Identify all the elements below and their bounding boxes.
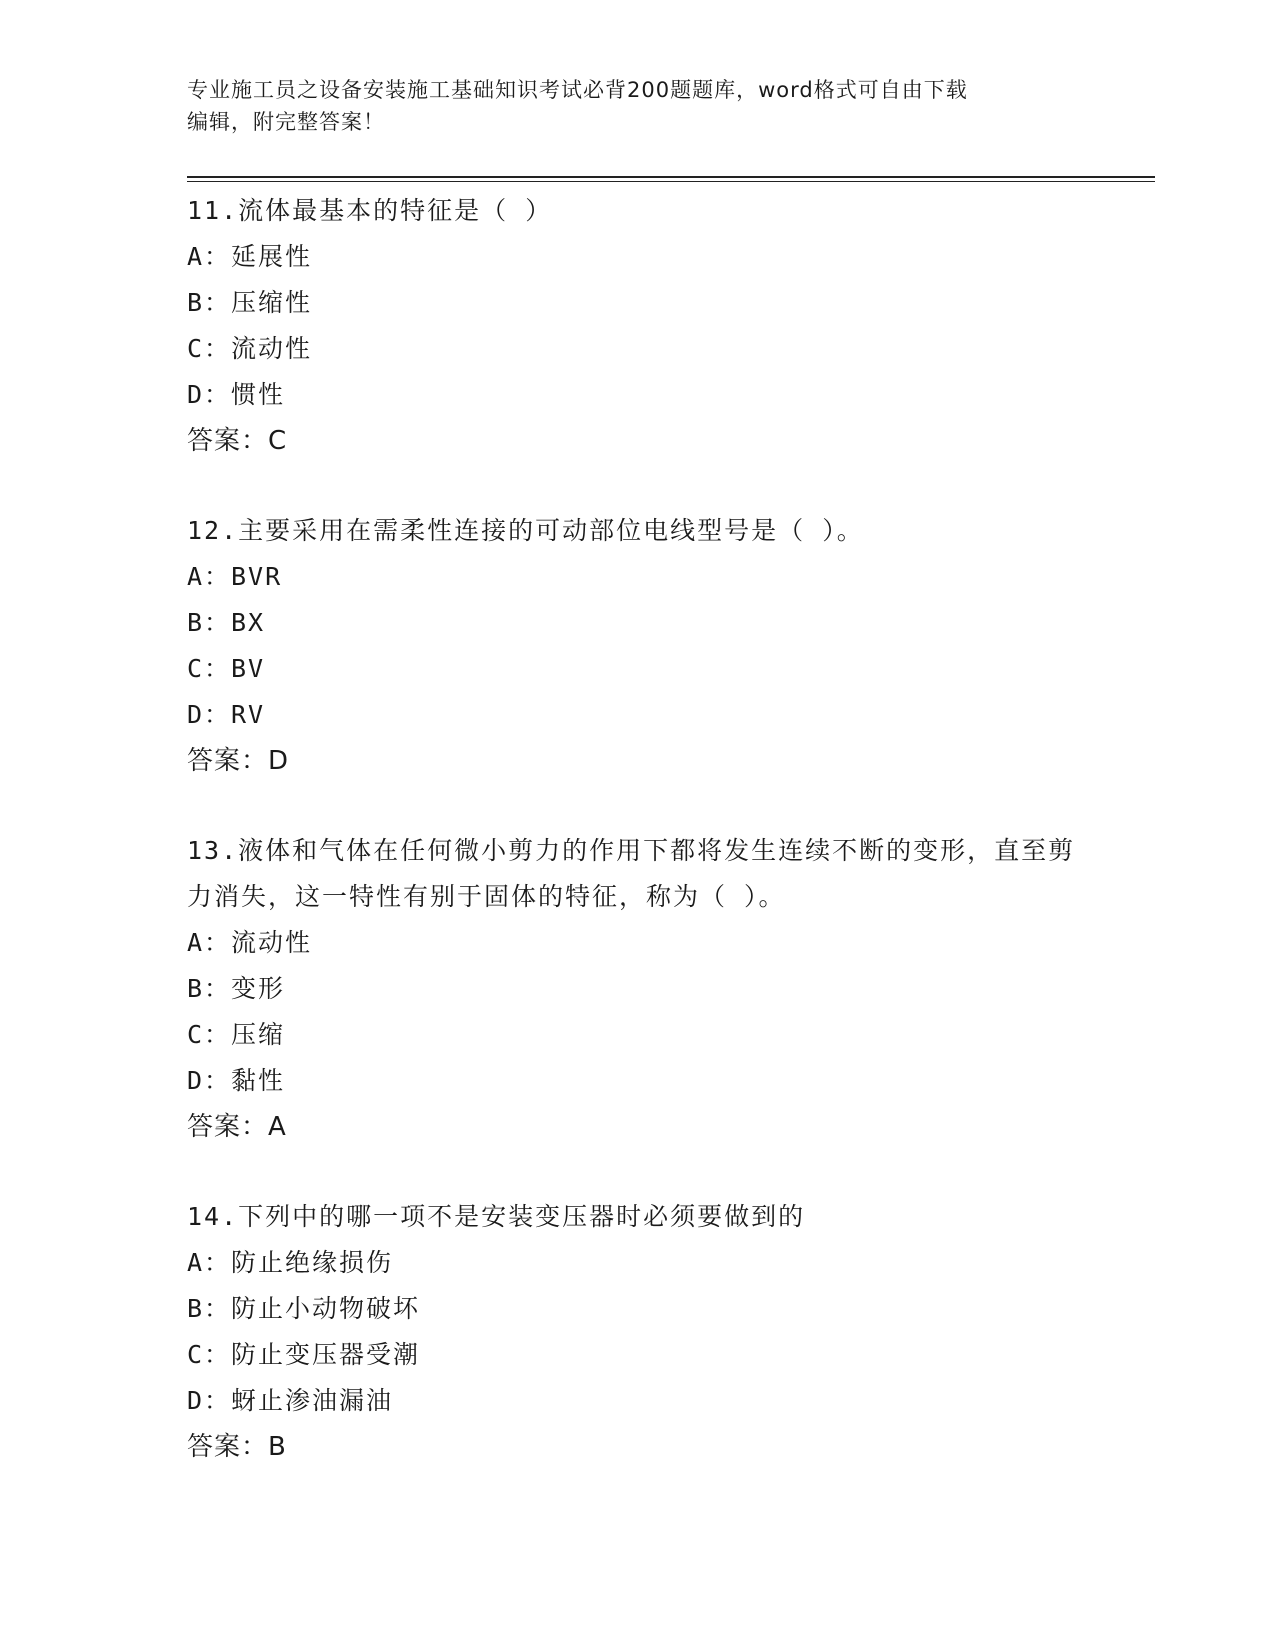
option-c (187, 646, 1087, 692)
header-divider-thin (187, 181, 1155, 182)
option-text: 流动性 (231, 928, 313, 957)
question-block (187, 188, 1087, 464)
option-text: 防止绝缘损伤 (231, 1248, 394, 1277)
option-b (187, 966, 1087, 1012)
answer-line (187, 1424, 1087, 1470)
option-key: A： (187, 1248, 232, 1277)
option-text: 蚜止渗油漏油 (231, 1386, 394, 1415)
header-divider-thick (187, 176, 1155, 178)
answer-label: 答案： (187, 1112, 269, 1142)
option-text: 防止小动物破坏 (231, 1294, 421, 1323)
option-text: 延展性 (231, 242, 313, 271)
option-text: 黏性 (231, 1066, 286, 1095)
option-key: A： (187, 562, 232, 591)
option-b (187, 600, 1087, 646)
option-text: BV (231, 654, 266, 683)
answer-value: C (268, 426, 288, 456)
option-key: B： (187, 974, 232, 1003)
answer-line (187, 738, 1087, 784)
option-key: B： (187, 608, 232, 637)
option-key: A： (187, 928, 232, 957)
question-block (187, 508, 1087, 784)
option-d (187, 1378, 1087, 1424)
option-key: D： (187, 700, 232, 729)
option-key: D： (187, 380, 232, 409)
question-block (187, 828, 1087, 1150)
option-key: C： (187, 334, 232, 363)
question-stem: 13.液体和气体在任何微小剪力的作用下都将发生连续不断的变形，直至剪力消失，这一特性有别于固体的特征，称为（ ）。 (187, 836, 1076, 911)
answer-value: A (268, 1112, 287, 1142)
question-block (187, 1194, 1087, 1470)
option-a (187, 920, 1087, 966)
option-text: 惯性 (231, 380, 286, 409)
answer-value: B (268, 1432, 287, 1462)
answer-label: 答案： (187, 1432, 269, 1462)
option-key: A： (187, 242, 232, 271)
option-key: C： (187, 1340, 232, 1369)
option-a (187, 554, 1087, 600)
option-text: RV (231, 700, 266, 729)
option-c (187, 1332, 1087, 1378)
answer-line (187, 418, 1087, 464)
option-key: D： (187, 1386, 232, 1415)
question-stem: 14.下列中的哪一项不是安装变压器时必须要做到的 (187, 1202, 806, 1231)
option-text: 变形 (231, 974, 286, 1003)
option-d (187, 372, 1087, 418)
option-b (187, 280, 1087, 326)
option-text: 压缩性 (231, 288, 313, 317)
answer-value: D (268, 746, 290, 776)
option-b (187, 1286, 1087, 1332)
option-text: BVR (231, 562, 283, 591)
option-key: B： (187, 288, 232, 317)
answer-line (187, 1104, 1087, 1150)
option-text: BX (231, 608, 266, 637)
option-text: 防止变压器受潮 (231, 1340, 421, 1369)
option-key: C： (187, 1020, 232, 1049)
option-text: 流动性 (231, 334, 313, 363)
option-a (187, 1240, 1087, 1286)
option-key: B： (187, 1294, 232, 1323)
question-stem: 12.主要采用在需柔性连接的可动部位电线型号是（ ）。 (187, 516, 864, 545)
option-key: D： (187, 1066, 232, 1095)
option-c (187, 1012, 1087, 1058)
header-line-2: 编辑，附完整答案！ (187, 110, 385, 134)
option-d (187, 692, 1087, 738)
option-c (187, 326, 1087, 372)
option-d (187, 1058, 1087, 1104)
option-key: C： (187, 654, 232, 683)
answer-label: 答案： (187, 426, 269, 456)
option-text: 压缩 (231, 1020, 286, 1049)
document-header (187, 74, 1067, 138)
question-stem: 11.流体最基本的特征是（ ） (187, 196, 553, 225)
option-a (187, 234, 1087, 280)
header-line-1: 专业施工员之设备安装施工基础知识考试必背200题题库，word格式可自由下载 (187, 78, 968, 102)
answer-label: 答案： (187, 746, 269, 776)
